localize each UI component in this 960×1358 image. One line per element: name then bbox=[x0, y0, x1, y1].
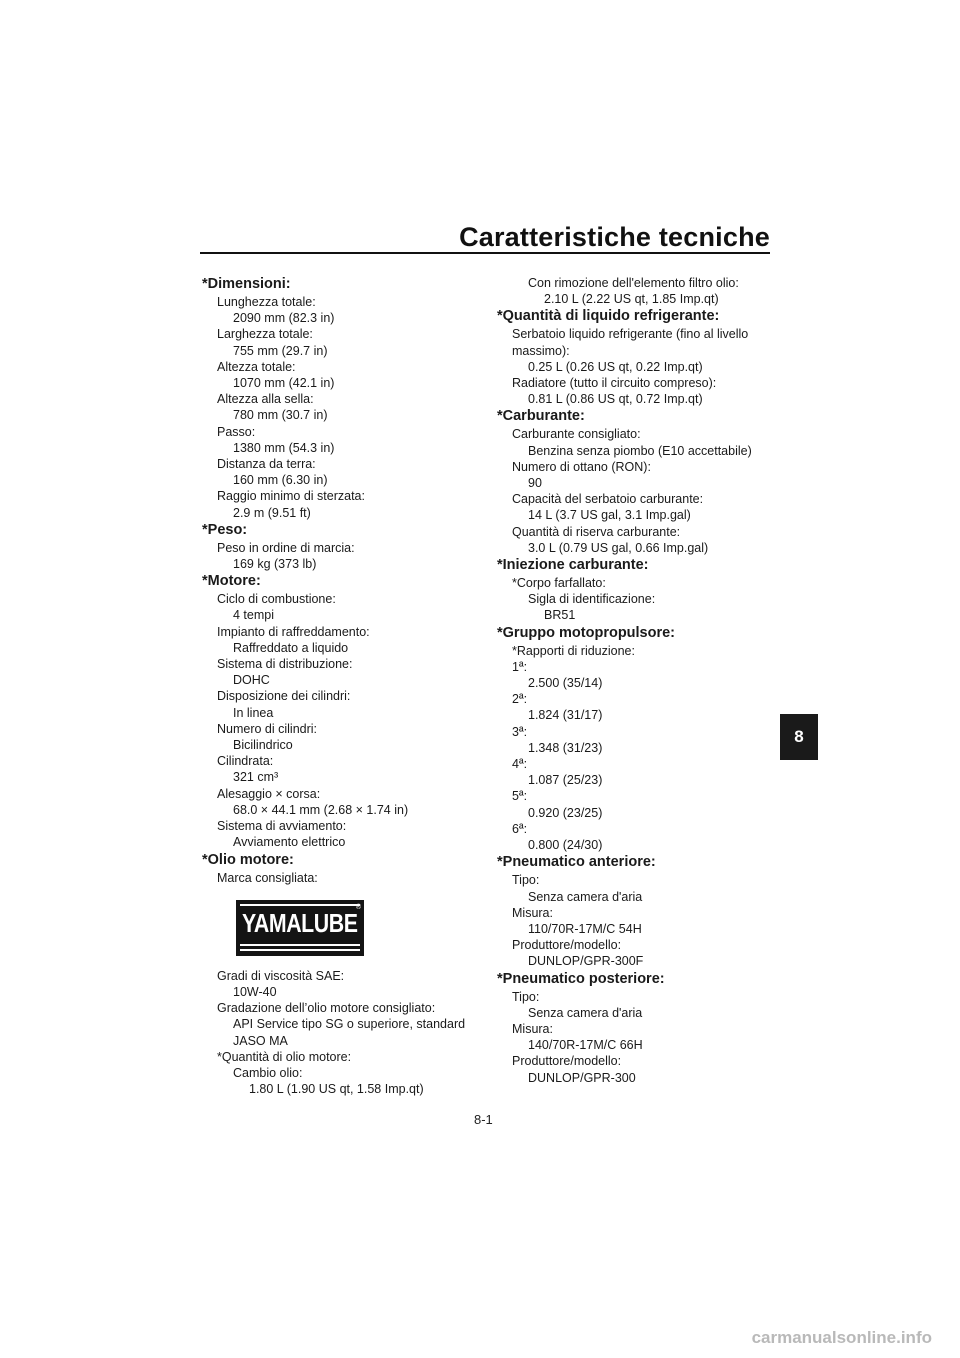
registered-mark: ® bbox=[355, 903, 361, 911]
spec-value: Benzina senza piombo (E10 accettabile) bbox=[528, 443, 752, 458]
spec-value: Bicilindrico bbox=[233, 738, 293, 753]
spec-label: Larghezza totale: bbox=[217, 327, 313, 342]
spec-value: 0.25 L (0.26 US qt, 0.22 Imp.qt) bbox=[528, 359, 703, 374]
spec-value: Raffreddato a liquido bbox=[233, 640, 349, 655]
logo-wordmark: YAMALUBE bbox=[242, 907, 358, 938]
spec-label: Cambio olio: bbox=[233, 1065, 303, 1080]
spec-label: Radiatore (tutto il circuito compreso): bbox=[512, 376, 717, 391]
gear-ratio: 0.920 (23/25) bbox=[528, 805, 603, 820]
gear-label: 2ª: bbox=[512, 692, 528, 707]
spec-label: *Rapporti di riduzione: bbox=[512, 643, 635, 658]
section-heading-motore: *Motore: bbox=[202, 573, 261, 590]
spec-value: 4 tempi bbox=[233, 608, 274, 623]
section-heading-carburante: *Carburante: bbox=[497, 408, 585, 425]
gear-ratio: 1.348 (31/23) bbox=[528, 740, 603, 755]
gear-label: 3ª: bbox=[512, 724, 528, 739]
spec-label: *Quantità di olio motore: bbox=[217, 1049, 352, 1064]
spec-label: Numero di ottano (RON): bbox=[512, 459, 651, 474]
gear-label: 4ª: bbox=[512, 757, 528, 772]
gear-ratio: 1.087 (25/23) bbox=[528, 773, 603, 788]
spec-value: DUNLOP/GPR-300 bbox=[528, 1070, 636, 1085]
section-heading-refrigerante: *Quantità di liquido refrigerante: bbox=[497, 308, 720, 325]
spec-value: Senza camera d'aria bbox=[528, 1005, 643, 1020]
spec-label: Cilindrata: bbox=[217, 754, 274, 769]
left-column bbox=[202, 275, 492, 1097]
spec-value: 140/70R-17M/C 66H bbox=[528, 1038, 643, 1053]
watermark: carmanualsonline.info bbox=[751, 1328, 932, 1347]
section-heading-pneumatico-anteriore: *Pneumatico anteriore: bbox=[497, 854, 656, 871]
section-heading-iniezione: *Iniezione carburante: bbox=[497, 557, 649, 574]
gear-label: 5ª: bbox=[512, 789, 528, 804]
spec-value: DUNLOP/GPR-300F bbox=[528, 954, 644, 969]
spec-label: Carburante consigliato: bbox=[512, 427, 641, 442]
yamalube-logo bbox=[236, 900, 364, 956]
spec-label: Marca consigliata: bbox=[217, 870, 318, 885]
logo-stripe bbox=[240, 944, 360, 946]
spec-label: Disposizione dei cilindri: bbox=[217, 689, 351, 704]
spec-label: Misura: bbox=[512, 1021, 553, 1036]
spec-label: Capacità del serbatoio carburante: bbox=[512, 492, 704, 507]
spec-label: Sistema di avviamento: bbox=[217, 819, 347, 834]
spec-label: Produttore/modello: bbox=[512, 938, 622, 953]
section-heading-peso: *Peso: bbox=[202, 521, 248, 538]
logo-stripe bbox=[240, 904, 360, 906]
spec-label: Ciclo di combustione: bbox=[217, 592, 336, 607]
spec-label: Misura: bbox=[512, 905, 553, 920]
spec-label: Sigla di identificazione: bbox=[528, 592, 656, 607]
spec-label: Passo: bbox=[217, 424, 256, 439]
chapter-tab: 8 bbox=[780, 714, 818, 760]
title-rule bbox=[200, 252, 770, 254]
page-title: Caratteristiche tecniche bbox=[459, 222, 770, 252]
spec-value: 68.0 × 44.1 mm (2.68 × 1.74 in) bbox=[233, 802, 409, 817]
spec-label: Alesaggio × corsa: bbox=[217, 786, 321, 801]
section-heading-pneumatico-posteriore: *Pneumatico posteriore: bbox=[497, 970, 665, 987]
spec-label: Raggio minimo di sterzata: bbox=[217, 489, 365, 504]
spec-value: BR51 bbox=[544, 608, 576, 623]
spec-value: 1.80 L (1.90 US qt, 1.58 Imp.qt) bbox=[249, 1082, 424, 1097]
spec-value: 14 L (3.7 US gal, 3.1 Imp.gal) bbox=[528, 508, 691, 523]
section-heading-dimensioni: *Dimensioni: bbox=[202, 276, 291, 292]
spec-label: Lunghezza totale: bbox=[217, 295, 316, 309]
spec-label: Gradazione dell’olio motore consigliato: bbox=[217, 1001, 436, 1016]
spec-value: 160 mm (6.30 in) bbox=[233, 473, 328, 488]
spec-value: 90 bbox=[528, 476, 542, 491]
spec-value: 110/70R-17M/C 54H bbox=[528, 921, 642, 936]
spec-value: 10W-40 bbox=[233, 984, 277, 999]
spec-label: Sistema di distribuzione: bbox=[217, 657, 353, 672]
spec-value: Avviamento elettrico bbox=[233, 835, 346, 850]
spec-value: API Service tipo SG o superiore, standard JASO MA bbox=[233, 1017, 466, 1048]
spec-label: Altezza alla sella: bbox=[217, 392, 314, 407]
spec-value: 321 cm³ bbox=[233, 770, 279, 785]
spec-label: Serbatoio liquido refrigerante (fino al livello massimo): bbox=[512, 327, 749, 358]
gear-ratio: 2.500 (35/14) bbox=[528, 676, 603, 691]
spec-value: 0.81 L (0.86 US qt, 0.72 Imp.qt) bbox=[528, 392, 703, 407]
gear-ratio: 1.824 (31/17) bbox=[528, 708, 603, 723]
spec-value: DOHC bbox=[233, 673, 270, 688]
spec-label: Gradi di viscosità SAE: bbox=[217, 968, 345, 983]
spec-value: 780 mm (30.7 in) bbox=[233, 408, 328, 423]
spec-label: Numero di cilindri: bbox=[217, 721, 318, 736]
spec-value: 1070 mm (42.1 in) bbox=[233, 376, 335, 391]
spec-label: Tipo: bbox=[512, 873, 540, 888]
spec-label: Quantità di riserva carburante: bbox=[512, 524, 681, 539]
spec-value: 755 mm (29.7 in) bbox=[233, 343, 328, 358]
spec-label: Con rimozione dell'elemento filtro olio: bbox=[528, 276, 739, 290]
spec-label: Tipo: bbox=[512, 989, 540, 1004]
spec-label: Distanza da terra: bbox=[217, 457, 316, 472]
logo-stripe bbox=[240, 949, 360, 951]
gear-ratio: 0.800 (24/30) bbox=[528, 838, 603, 853]
gear-label: 6ª: bbox=[512, 821, 528, 836]
section-heading-gruppo: *Gruppo motopropulsore: bbox=[497, 624, 676, 641]
spec-value: Senza camera d'aria bbox=[528, 889, 643, 904]
spec-label: Altezza totale: bbox=[217, 359, 296, 374]
page-number: 8-1 bbox=[474, 1112, 493, 1127]
section-heading-olio: *Olio motore: bbox=[202, 851, 294, 868]
spec-value: 2.10 L (2.22 US qt, 1.85 Imp.qt) bbox=[544, 292, 719, 307]
spec-value: 1380 mm (54.3 in) bbox=[233, 440, 335, 455]
spec-label: Impianto di raffreddamento: bbox=[217, 624, 370, 639]
spec-label: Produttore/modello: bbox=[512, 1054, 622, 1069]
spec-label: *Corpo farfallato: bbox=[512, 576, 606, 591]
spec-value: 3.0 L (0.79 US gal, 0.66 Imp.gal) bbox=[528, 540, 709, 555]
spec-value: 169 kg (373 lb) bbox=[233, 557, 317, 572]
right-column bbox=[497, 275, 787, 1086]
spec-label: Peso in ordine di marcia: bbox=[217, 540, 355, 555]
spec-value: 2090 mm (82.3 in) bbox=[233, 311, 335, 326]
gear-label: 1ª: bbox=[512, 659, 528, 674]
spec-value: 2.9 m (9.51 ft) bbox=[233, 505, 311, 520]
spec-value: In linea bbox=[233, 705, 274, 720]
